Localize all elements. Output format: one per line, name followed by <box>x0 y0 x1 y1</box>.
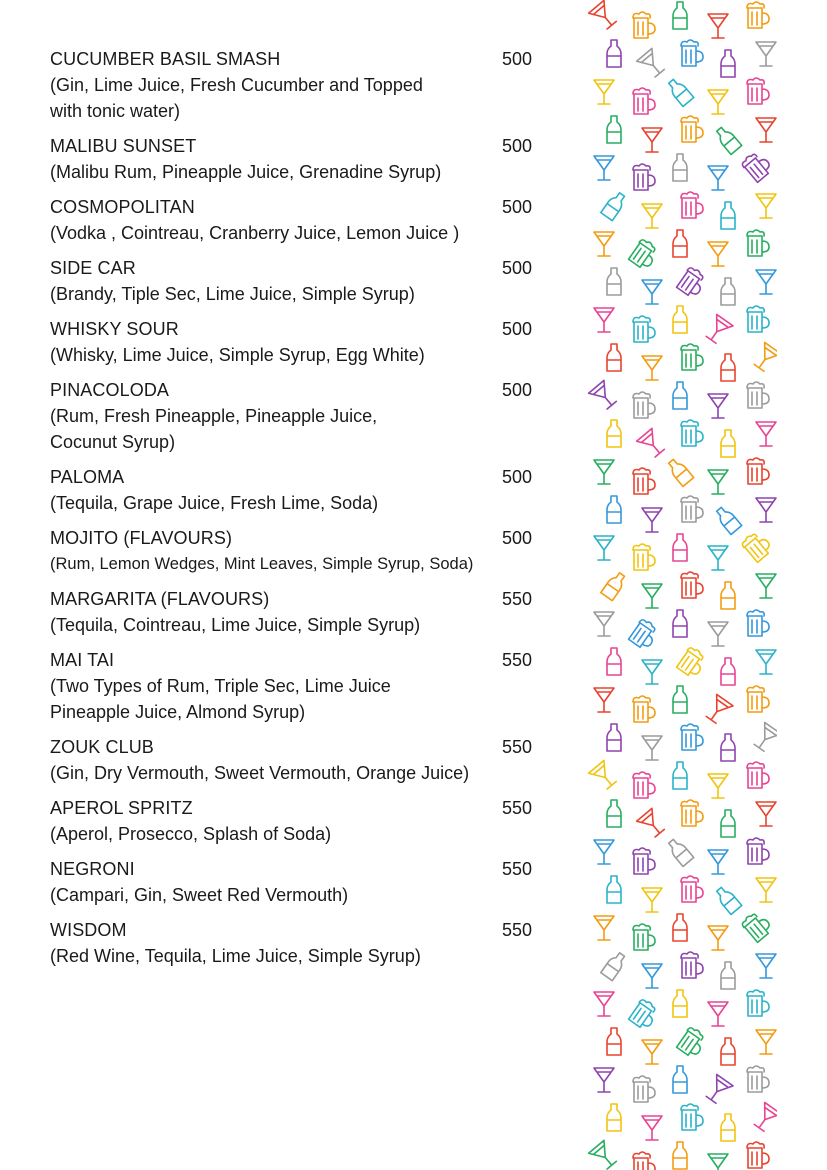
martini-glass-icon <box>589 380 620 411</box>
drink-description: (Rum, Fresh Pineapple, Pineapple Juice, <box>50 406 378 426</box>
drink-name: CUCUMBER BASIL SMASH <box>50 49 281 69</box>
bottle-icon <box>601 951 628 981</box>
bottle-icon <box>673 306 687 333</box>
beer-mug-icon <box>633 848 655 874</box>
beer-mug-icon <box>681 1104 703 1130</box>
drink-price: 500 <box>501 528 532 548</box>
bottle-icon <box>673 534 687 561</box>
beer-mug-icon <box>633 392 655 418</box>
beer-mug-icon <box>633 316 655 342</box>
bottle-icon <box>721 278 735 305</box>
bottle-icon <box>601 571 628 601</box>
beer-mug-icon <box>747 686 769 712</box>
drink-name: PINACOLODA <box>50 380 170 400</box>
beer-mug-icon <box>747 230 769 256</box>
beer-mug-icon <box>633 1152 655 1170</box>
martini-glass-icon <box>756 422 776 446</box>
beer-mug-icon <box>681 724 703 750</box>
drink-description: (Tequila, Grape Juice, Fresh Lime, Soda) <box>50 493 379 513</box>
drink-price: 500 <box>501 258 532 278</box>
bottle-icon <box>714 125 742 155</box>
menu-item <box>50 316 534 368</box>
martini-glass-icon <box>756 650 776 674</box>
menu-item <box>50 795 534 847</box>
beer-mug-icon <box>747 762 769 788</box>
bottle-icon <box>721 582 735 609</box>
martini-glass-icon <box>708 622 728 646</box>
drink-name: ZOUK CLUB <box>50 737 154 757</box>
drink-name: COSMOPOLITAN <box>50 197 195 217</box>
bottle-icon <box>607 40 621 67</box>
martini-glass-icon <box>708 90 728 114</box>
martini-glass-icon <box>637 428 668 459</box>
bottle-icon <box>607 496 621 523</box>
beer-mug-icon <box>676 645 709 679</box>
drink-price: 550 <box>501 920 532 940</box>
martini-glass-icon <box>589 760 620 791</box>
drink-description: (Rum, Lemon Wedges, Mint Leaves, Simple Syrup, Soda) <box>50 555 474 573</box>
bottle-icon <box>666 837 694 867</box>
martini-glass-icon <box>594 308 614 332</box>
beer-mug-icon <box>633 12 655 38</box>
drink-name: WISDOM <box>50 920 127 940</box>
bottle-icon <box>721 658 735 685</box>
drinks-doodle-pattern <box>587 0 777 1170</box>
drink-price: 500 <box>501 136 532 156</box>
beer-mug-icon <box>747 610 769 636</box>
beer-mug-icon <box>681 40 703 66</box>
bottle-icon <box>607 344 621 371</box>
bottle-icon <box>601 191 628 221</box>
martini-glass-icon <box>756 802 776 826</box>
drink-price: 550 <box>501 859 532 879</box>
martini-glass-icon <box>594 992 614 1016</box>
beer-mug-icon <box>747 1066 769 1092</box>
martini-glass-icon <box>594 1068 614 1092</box>
drink-description: (Brandy, Tiple Sec, Lime Juice, Simple Syrup) <box>50 284 415 304</box>
martini-glass-icon <box>708 14 728 38</box>
martini-glass-icon <box>594 460 614 484</box>
menu-item <box>50 586 534 638</box>
drink-description: with tonic water) <box>50 101 181 121</box>
martini-glass-icon <box>708 470 728 494</box>
drink-price: 500 <box>501 467 532 487</box>
martini-glass-icon <box>642 736 662 760</box>
beer-mug-icon <box>747 458 769 484</box>
martini-glass-icon <box>756 1030 776 1054</box>
drink-name: MALIBU SUNSET <box>50 136 197 156</box>
drink-description: (Campari, Gin, Sweet Red Vermouth) <box>50 885 349 905</box>
bottle-icon <box>673 686 687 713</box>
beer-mug-icon <box>747 838 769 864</box>
martini-glass-icon <box>642 888 662 912</box>
beer-mug-icon <box>681 876 703 902</box>
bottle-icon <box>673 1066 687 1093</box>
bottle-icon <box>607 800 621 827</box>
martini-glass-icon <box>594 232 614 256</box>
menu-item <box>50 856 534 908</box>
drink-name: SIDE CAR <box>50 258 136 278</box>
bottle-icon <box>721 734 735 761</box>
martini-glass-icon <box>594 612 614 636</box>
bottle-icon <box>607 1104 621 1131</box>
beer-mug-icon <box>681 344 703 370</box>
drink-name: MAI TAI <box>50 650 115 670</box>
bottle-icon <box>721 810 735 837</box>
bottle-icon <box>673 230 687 257</box>
martini-glass-icon <box>594 536 614 560</box>
martini-glass-icon <box>708 850 728 874</box>
beer-mug-icon <box>740 909 774 943</box>
drink-name: APEROL SPRITZ <box>50 798 193 818</box>
martini-glass-icon <box>703 694 733 725</box>
drink-description: Cocunut Syrup) <box>50 432 176 452</box>
menu-item <box>50 464 534 516</box>
drink-price: 550 <box>501 650 532 670</box>
bottle-icon <box>721 50 735 77</box>
beer-mug-icon <box>633 924 655 950</box>
beer-mug-icon <box>681 496 703 522</box>
menu-item <box>50 647 534 725</box>
beer-mug-icon <box>676 1025 709 1059</box>
drink-price: 550 <box>501 737 532 757</box>
drink-price: 500 <box>501 380 532 400</box>
drink-price: 550 <box>501 589 532 609</box>
drink-price: 500 <box>501 319 532 339</box>
martini-glass-icon <box>756 42 776 66</box>
beer-mug-icon <box>747 1142 769 1168</box>
beer-mug-icon <box>633 544 655 570</box>
martini-glass-icon <box>708 774 728 798</box>
bottle-icon <box>673 2 687 29</box>
beer-mug-icon <box>633 468 655 494</box>
martini-glass-icon <box>703 314 733 345</box>
bottle-icon <box>673 154 687 181</box>
martini-glass-icon <box>642 584 662 608</box>
bottle-icon <box>721 202 735 229</box>
beer-mug-icon <box>681 192 703 218</box>
bottle-icon <box>721 430 735 457</box>
beer-mug-icon <box>747 78 769 104</box>
beer-mug-icon <box>633 772 655 798</box>
beer-mug-icon <box>676 265 709 299</box>
martini-glass-icon <box>708 242 728 266</box>
beer-mug-icon <box>681 952 703 978</box>
martini-glass-icon <box>589 0 620 31</box>
bottle-icon <box>666 77 694 107</box>
drink-description: (Gin, Lime Juice, Fresh Cucumber and Topped <box>50 75 423 95</box>
martini-glass-icon <box>642 1116 662 1140</box>
drink-description: (Red Wine, Tequila, Lime Juice, Simple Syrup) <box>50 946 421 966</box>
drink-description: (Gin, Dry Vermouth, Sweet Vermouth, Orange Juice) <box>50 763 470 783</box>
martini-glass-icon <box>708 1154 728 1170</box>
martini-glass-icon <box>642 660 662 684</box>
martini-glass-icon <box>594 840 614 864</box>
drink-price: 500 <box>501 197 532 217</box>
martini-glass-icon <box>756 878 776 902</box>
bottle-icon <box>721 354 735 381</box>
doodle-pattern-canvas <box>587 0 777 1170</box>
beer-mug-icon <box>681 800 703 826</box>
bottle-icon <box>607 648 621 675</box>
martini-glass-icon <box>708 1002 728 1026</box>
martini-glass-icon <box>594 688 614 712</box>
martini-glass-icon <box>637 808 668 839</box>
menu-item <box>50 734 534 786</box>
drink-description: (Two Types of Rum, Triple Sec, Lime Juice <box>50 676 391 696</box>
drink-description: (Whisky, Lime Juice, Simple Syrup, Egg White) <box>50 345 425 365</box>
bottle-icon <box>607 1028 621 1055</box>
drink-description: (Tequila, Cointreau, Lime Juice, Simple Syrup) <box>50 615 421 635</box>
beer-mug-icon <box>740 149 774 183</box>
martini-glass-icon <box>756 194 776 218</box>
martini-glass-icon <box>642 128 662 152</box>
menu-item <box>50 917 534 969</box>
martini-glass-icon <box>642 1040 662 1064</box>
menu-item <box>50 194 534 246</box>
beer-mug-icon <box>628 617 661 651</box>
beer-mug-icon <box>747 2 769 28</box>
drink-price: 550 <box>501 798 532 818</box>
beer-mug-icon <box>633 696 655 722</box>
martini-glass-icon <box>594 156 614 180</box>
menu-item <box>50 255 534 307</box>
beer-mug-icon <box>628 237 661 271</box>
beer-mug-icon <box>628 997 661 1031</box>
martini-glass-icon <box>642 356 662 380</box>
bottle-icon <box>673 382 687 409</box>
bottle-icon <box>673 914 687 941</box>
bottle-icon <box>607 420 621 447</box>
beer-mug-icon <box>747 382 769 408</box>
bottle-icon <box>673 990 687 1017</box>
martini-glass-icon <box>594 916 614 940</box>
drink-description: (Malibu Rum, Pineapple Juice, Grenadine Syrup) <box>50 162 442 182</box>
drink-name: WHISKY SOUR <box>50 319 179 339</box>
bottle-icon <box>673 610 687 637</box>
drink-description: (Vodka , Cointreau, Cranberry Juice, Lemon Juice ) <box>50 223 460 243</box>
bottle-icon <box>666 457 694 487</box>
martini-glass-icon <box>594 80 614 104</box>
bottle-icon <box>721 962 735 989</box>
martini-glass-icon <box>756 270 776 294</box>
beer-mug-icon <box>633 164 655 190</box>
martini-glass-icon <box>703 1074 733 1105</box>
drink-name: MOJITO (FLAVOURS) <box>50 528 233 548</box>
drink-description: Pineapple Juice, Almond Syrup) <box>50 702 306 722</box>
martini-glass-icon <box>708 394 728 418</box>
bottle-icon <box>721 1114 735 1141</box>
martini-glass-icon <box>756 118 776 142</box>
martini-glass-icon <box>637 48 668 79</box>
drink-name: PALOMA <box>50 467 125 487</box>
drink-price: 500 <box>501 49 532 69</box>
martini-glass-icon <box>756 574 776 598</box>
martini-glass-icon <box>642 508 662 532</box>
beer-mug-icon <box>740 529 774 563</box>
cocktail-menu <box>50 46 534 978</box>
menu-item <box>50 377 534 455</box>
bottle-icon <box>607 116 621 143</box>
bottle-icon <box>607 876 621 903</box>
bottle-icon <box>673 1142 687 1169</box>
beer-mug-icon <box>633 88 655 114</box>
beer-mug-icon <box>681 420 703 446</box>
menu-item <box>50 133 534 185</box>
martini-glass-icon <box>708 926 728 950</box>
martini-glass-icon <box>756 954 776 978</box>
martini-glass-icon <box>708 546 728 570</box>
martini-glass-icon <box>642 280 662 304</box>
martini-glass-icon <box>589 1140 620 1170</box>
menu-item <box>50 46 534 124</box>
beer-mug-icon <box>681 116 703 142</box>
bottle-icon <box>673 762 687 789</box>
bottle-icon <box>721 1038 735 1065</box>
beer-mug-icon <box>681 572 703 598</box>
martini-glass-icon <box>756 498 776 522</box>
bottle-icon <box>607 724 621 751</box>
bottle-icon <box>714 885 742 915</box>
beer-mug-icon <box>747 990 769 1016</box>
martini-glass-icon <box>751 1102 777 1133</box>
drink-name: MARGARITA (FLAVOURS) <box>50 589 270 609</box>
martini-glass-icon <box>751 342 777 373</box>
martini-glass-icon <box>642 204 662 228</box>
martini-glass-icon <box>751 722 777 753</box>
beer-mug-icon <box>747 306 769 332</box>
beer-mug-icon <box>633 1076 655 1102</box>
drink-name: NEGRONI <box>50 859 135 879</box>
martini-glass-icon <box>642 964 662 988</box>
bottle-icon <box>714 505 742 535</box>
drink-description: (Aperol, Prosecco, Splash of Soda) <box>50 824 332 844</box>
martini-glass-icon <box>708 166 728 190</box>
menu-item <box>50 525 534 577</box>
bottle-icon <box>607 268 621 295</box>
